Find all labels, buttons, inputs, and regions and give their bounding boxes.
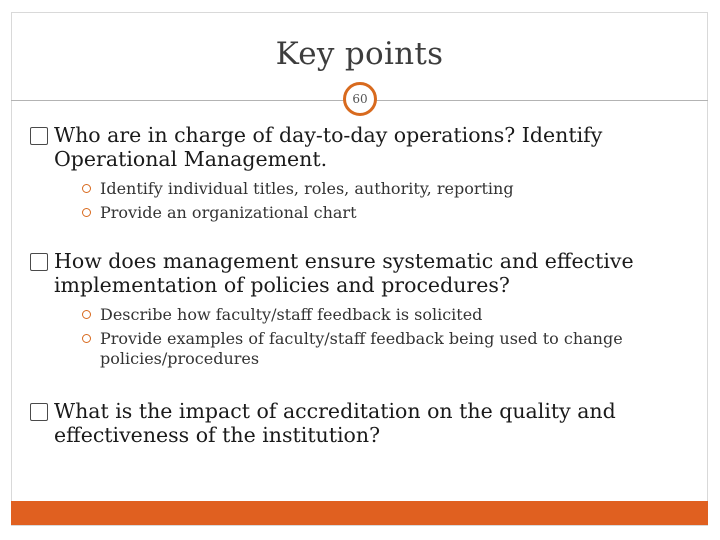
sub-point: Provide an organizational chart (82, 203, 690, 223)
circle-bullet-icon (82, 184, 91, 193)
circle-bullet-icon (82, 310, 91, 319)
circle-bullet-icon (82, 334, 91, 343)
square-bullet-icon (30, 403, 48, 421)
square-bullet-icon (30, 253, 48, 271)
sub-point-list (54, 305, 690, 369)
key-point-2 (30, 249, 690, 369)
slide-content (30, 123, 690, 447)
sub-point: Identify individual titles, roles, authority, reporting (82, 179, 690, 199)
footer-accent-bar (11, 501, 708, 525)
sub-point: Provide examples of faculty/staff feedback being used to change policies/procedures (82, 329, 690, 369)
slide-title: Key points (275, 36, 444, 72)
key-point-3 (30, 399, 690, 447)
sub-point-list (54, 179, 690, 223)
page-number-badge: 60 (343, 82, 377, 116)
key-point-1 (30, 123, 690, 223)
key-point-question: How does management ensure systematic and effective implementation of policies and procedures? (54, 249, 634, 297)
sub-point: Describe how faculty/staff feedback is solicited (82, 305, 690, 325)
key-point-question: Who are in charge of day-to-day operations? Identify Operational Management. (54, 123, 603, 171)
key-point-question: What is the impact of accreditation on the quality and effectiveness of the institution? (54, 399, 616, 447)
circle-bullet-icon (82, 208, 91, 217)
square-bullet-icon (30, 127, 48, 145)
